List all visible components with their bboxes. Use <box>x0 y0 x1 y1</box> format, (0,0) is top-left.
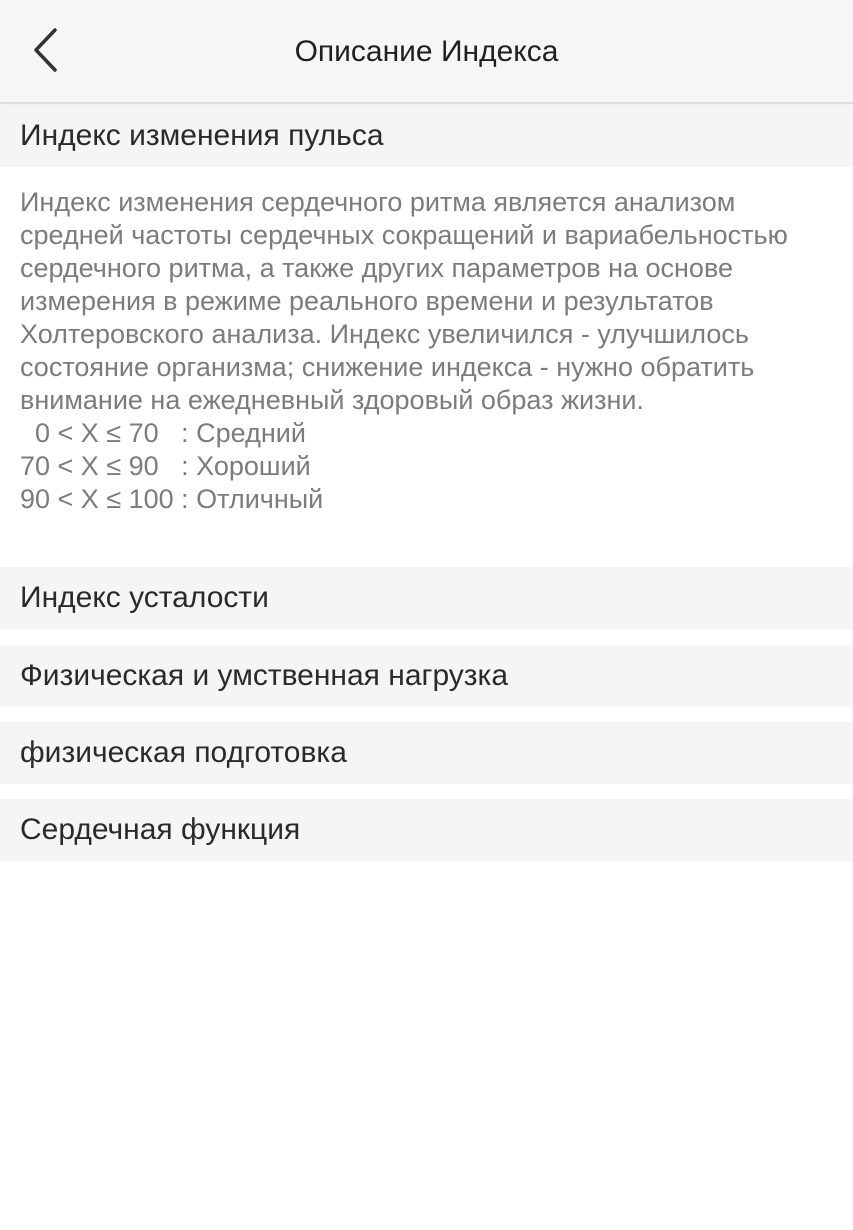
description-text: Индекс изменения сердечного ритма является анализом средней частоты сердечных сокращений и вариабельностью сердечного ритма, а также других параметров на основе измерения в режиме реального времени и результатов Холтеровского анализа. Индекс увеличился - улучшилось состояние организма; снижение индекса - нужно обратить внимание на ежедневный здоровый образ жизни. <box>20 187 788 415</box>
section-title: Индекс усталости <box>20 581 269 614</box>
section-physical-fitness[interactable] <box>0 722 853 784</box>
section-title: физическая подготовка <box>20 736 347 769</box>
page-title: Описание Индекса <box>294 35 559 68</box>
section-title: Сердечная функция <box>20 813 301 846</box>
section-fatigue-index[interactable] <box>0 567 853 629</box>
section-physical-mental-load[interactable] <box>0 645 853 707</box>
app-header <box>0 0 853 104</box>
section-title: Физическая и умственная нагрузка <box>20 659 509 692</box>
range-excellent: 90 < X ≤ 100 : Отличный <box>20 484 324 514</box>
section-title: Индекс изменения пульса <box>20 119 384 152</box>
section-heart-function[interactable] <box>0 799 853 861</box>
section-description <box>20 186 835 516</box>
range-good: 70 < X ≤ 90 : Хороший <box>20 451 311 481</box>
range-average: 0 < X ≤ 70 : Средний <box>20 418 306 448</box>
section-heart-rate-variability-index[interactable] <box>0 105 853 167</box>
